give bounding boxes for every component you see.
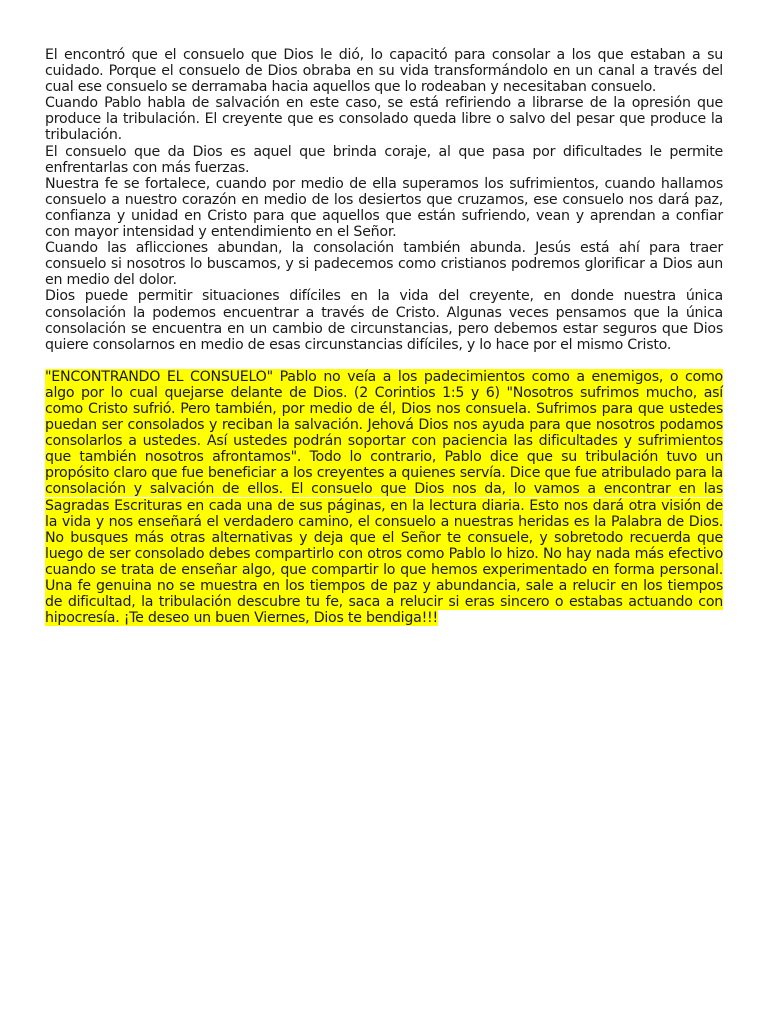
body-paragraph-consuelo-capacito: El encontró que el consuelo que Dios le dió, lo capacitó para consolar a los que estaban a su cuidado. Porque el consuelo de Dios obraba en su vida transformándolo en un canal a través del cual ese consuelo se derramaba hacia aquellos que lo rodeaban y necesitaban consuelo.	[45, 47, 723, 96]
body-paragraph-coraje: El consuelo que da Dios es aquel que brinda coraje, al que pasa por dificultades le permite enfrentarlas con más fuerzas.	[45, 143, 723, 176]
paragraph-spacer	[45, 353, 723, 369]
body-paragraph-situaciones-dificiles: Dios puede permitir situaciones difíciles en la vida del creyente, en donde nuestra única consolación la podemos encuentrar a través de Cristo. Algunas veces pensamos que la única consolación se encuentra en un cambio de circunstancias, pero debemos estar seguros que Dios quiere consolarnos en medio de esas circunstancias difíciles, y lo hace por el mismo Cristo.	[45, 288, 723, 353]
highlighted-text: "ENCONTRANDO EL CONSUELO" Pablo no veía a los padecimientos como a enemigos, o como algo por lo cual quejarse delante de Dios. (2 Corintios 1:5 y 6) "Nosotros sufrimos mucho, así como Cristo sufrió. Pero también, por medio de él, Dios nos consuela. Sufrimos para que ustedes puedan ser consolados y reciban la salvación. Jehová Dios nos ayuda para que nosotros podamos consolarlos a ustedes. Así ustedes podrán soportar con paciencia las dificultades y sufrimientos que también nosotros afrontamos". Todo lo contrario, Pablo dice que su tribulación tuvo un propósito claro que fue beneficiar a los creyentes a quienes servía. Dice que fue atribulado para la consolación y salvación de ellos. El consuelo que Dios nos da, lo vamos a encontrar en las Sagradas Escrituras en cada una de sus páginas, en la lectura diaria. Esto nos dará otra visión de la vida y nos enseñará el verdadero camino, el consuelo a nuestras heridas es la Palabra de Dios. No busques más otras alternativas y deja que el Señor te consuele, y sobretodo recuerda que luego de ser consolado debes compartirlo con otros como Pablo lo hizo. No hay nada más efectivo cuando se trata de enseñar algo, que compartir lo que hemos experimentado en forma personal. Una fe genuina no se muestra en los tiempos de paz y abundancia, sale a relucir en los tiempos de dificultad, la tribulación descubre tu fe, saca a relucir si eras sincero o estabas actuando con hipocresía. ¡Te deseo un buen Viernes, Dios te bendiga!!!	[45, 368, 723, 627]
highlighted-paragraph	[45, 369, 723, 627]
document-page	[45, 47, 723, 626]
body-paragraph-aflicciones: Cuando las aflicciones abundan, la consolación también abunda. Jesús está ahí para traer consuelo si nosotros lo buscamos, y si padecemos como cristianos podremos glorificar a Dios aun en medio del dolor.	[45, 240, 723, 289]
body-paragraph-fe-fortalece: Nuestra fe se fortalece, cuando por medio de ella superamos los sufrimientos, cuando hallamos consuelo a nuestro corazón en medio de los desiertos que cruzamos, ese consuelo nos dará paz, confianza y unidad en Cristo para que aquellos que están sufriendo, vean y aprendan a confiar con mayor intensidad y entendimiento en el Señor.	[45, 175, 723, 241]
body-paragraph-salvacion: Cuando Pablo habla de salvación en este caso, se está refiriendo a librarse de la opresión que produce la tribulación. El creyente que es consolado queda libre o salvo del pesar que produce la tribulación.	[45, 95, 723, 144]
